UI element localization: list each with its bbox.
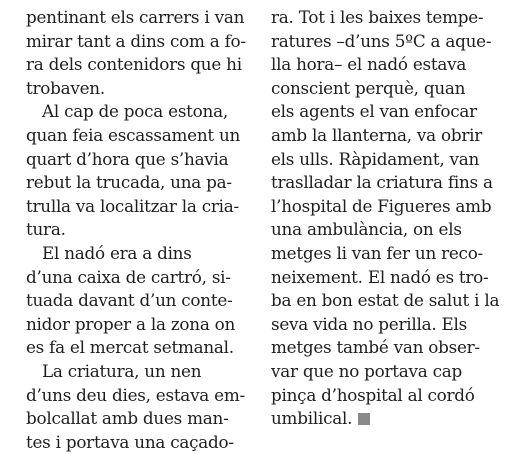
text-line: pinça d’hospital al cordó <box>271 384 475 405</box>
square-end-mark-icon <box>358 413 370 425</box>
text-line-content: umbilical. <box>271 408 353 429</box>
text-line: metges li van fer un reco- <box>271 242 483 263</box>
text-line: neixement. El nadó es tro- <box>271 266 489 287</box>
text-line: els ulls. Ràpidament, van <box>271 148 480 169</box>
text-line: lla hora– el nadó estava <box>271 54 467 75</box>
paragraph-first-line: El nadó era a dins <box>42 242 192 263</box>
text-line: seva vida no perilla. Els <box>271 313 467 334</box>
text-line: var que no portava cap <box>271 360 462 381</box>
text-line: ra. Tot i les baixes tempe- <box>271 7 484 27</box>
text-line: nidor proper a la zona on <box>26 313 236 334</box>
text-line: conscient perquè, quan <box>271 77 466 98</box>
article-column-left <box>26 6 246 454</box>
text-line: mirar tant a dins com a fo- <box>26 30 246 51</box>
text-line: metges també van obser- <box>271 337 480 358</box>
paragraph-first-line: La criatura, un nen <box>42 360 202 381</box>
text-line: bolcallat amb dues man- <box>26 408 229 429</box>
last-text-line <box>271 407 499 431</box>
text-line: quart d’hora que s’havia <box>26 148 229 169</box>
text-line: d’una caixa de cartró, si- <box>26 266 231 287</box>
text-line: traslladar la criatura fins a <box>271 172 493 193</box>
text-line: tura. <box>26 219 66 240</box>
text-line: ba en bon estat de salut i la <box>271 290 500 311</box>
text-line: d’uns deu dies, estava em- <box>26 384 245 405</box>
text-line: ra dels contenidors que hi <box>26 54 242 75</box>
text-line: trulla va localitzar la cria- <box>26 195 239 216</box>
text-line: ratures –d’uns 5ºC a aque- <box>271 30 492 51</box>
text-line: quan feia escassament un <box>26 124 241 145</box>
text-line: una ambulància, on els <box>271 219 462 240</box>
text-line: l’hospital de Figueres amb <box>271 195 492 216</box>
paragraph-first-line: Al cap de poca estona, <box>42 101 228 122</box>
text-line: trobaven. <box>26 77 105 98</box>
text-line: tes i portava una caçado- <box>26 431 234 452</box>
text-line: es fa el mercat setmanal. <box>26 337 234 358</box>
text-line: amb la llanterna, va obrir <box>271 124 483 145</box>
text-line: tuada davant d’un conte- <box>26 290 233 311</box>
text-line: els agents el van enfocar <box>271 101 477 122</box>
article-column-right <box>271 6 499 431</box>
text-line: rebut la trucada, una pa- <box>26 172 232 193</box>
text-line: pentinant els carrers i van <box>26 7 245 27</box>
